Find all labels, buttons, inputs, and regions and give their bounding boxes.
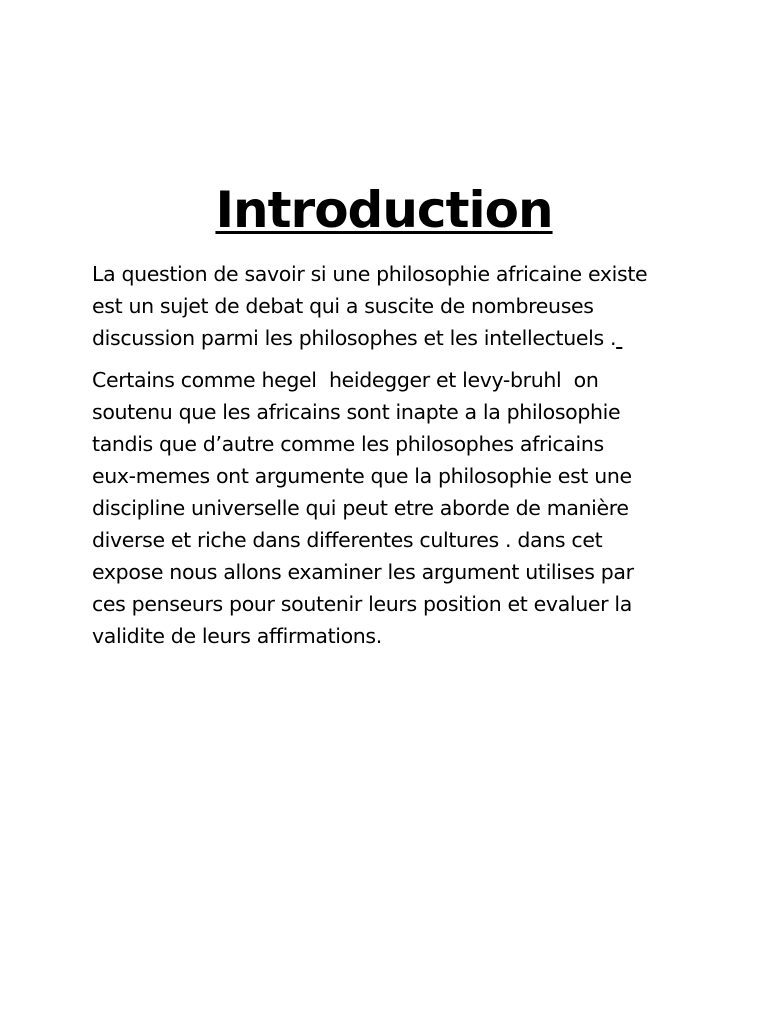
trailing-underlined-space — [616, 326, 622, 350]
paragraph-line: est un sujet de debat qui a suscite de nombreuses — [92, 294, 594, 318]
paragraph-line: soutenu que les africains sont inapte a la philosophie — [92, 400, 621, 424]
paragraph-line: La question de savoir si une philosophie africaine existe — [92, 262, 648, 286]
paragraph-line: validite de leurs affirmations. — [92, 624, 382, 648]
paragraph-line: expose nous allons examiner les argument utilises par — [92, 560, 634, 584]
paragraph-line-text: discussion parmi les philosophes et les intellectuels . — [92, 326, 617, 350]
paragraph-1 — [92, 258, 682, 354]
paragraph-line — [92, 322, 682, 354]
paragraph-2 — [92, 364, 682, 652]
paragraph-line: tandis que d’autre comme les philosophes africains — [92, 432, 604, 456]
paragraph-line: eux-memes ont argumente que la philosophie est une — [92, 464, 632, 488]
page-title: Introduction — [215, 181, 553, 239]
paragraph-line: diverse et riche dans differentes cultures . dans cet — [92, 528, 603, 552]
paragraph-line: Certains comme hegel heidegger et levy-bruhl on — [92, 368, 599, 392]
paragraph-line: ces penseurs pour soutenir leurs position et evaluer la — [92, 592, 632, 616]
paragraph-line: discipline universelle qui peut etre aborde de manière — [92, 496, 629, 520]
